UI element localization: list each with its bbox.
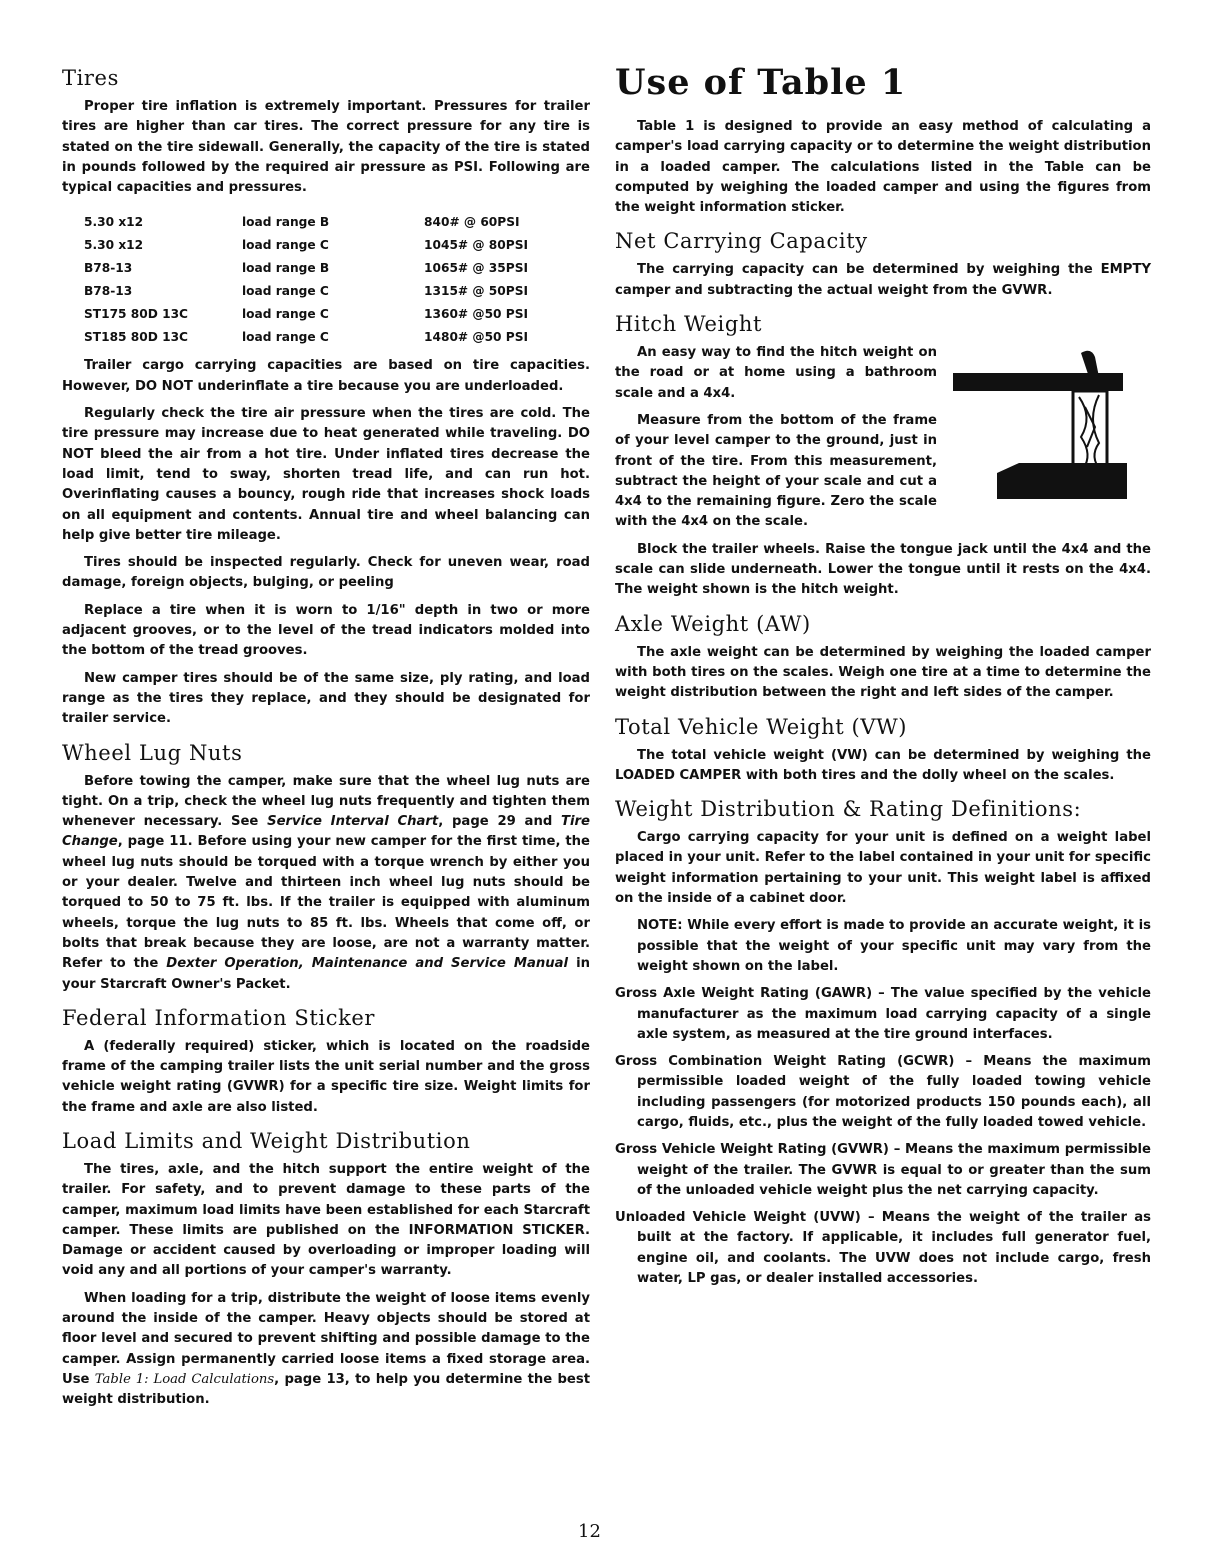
tires-heading: Tires <box>62 66 119 90</box>
dexter-manual-ref: Dexter Operation, Maintenance and Service Manual <box>166 956 569 972</box>
hitch-paragraph-3: Block the trailer wheels. Raise the tongue jack until the 4x4 and the scale can slide underneath. Lower the tongue until it rests on the 4x4. The weight shown is the hitch weight. <box>615 541 1151 598</box>
net-capacity-heading: Net Carrying Capacity <box>615 229 868 254</box>
table-row: 5.30 x12 load range C 1045# @ 80PSI <box>84 237 529 252</box>
tires-replace-paragraph: Replace a tire when it is worn to 1/16" depth in two or more adjacent grooves, or to the level of the tread indicators molded into the bottom of the tread grooves. <box>62 602 590 659</box>
hitch-weight-section <box>615 343 1151 533</box>
definitions-heading: Weight Distribution & Rating Definitions: <box>615 797 1082 822</box>
definitions-note: NOTE: While every effort is made to provide an accurate weight, it is possible that the weight of your specific unit may vary from the weight shown on the label. <box>637 918 1151 974</box>
axle-weight-heading: Axle Weight (AW) <box>615 611 811 636</box>
hitch-paragraph-1: An easy way to find the hitch weight on the road or at home using a bathroom scale and a 4x4. <box>615 345 937 401</box>
axle-weight-paragraph: The axle weight can be determined by weighing the loaded camper with both tires on the scales. Weigh one tire at a time to determine the weight distribution between the right and left sides of the camper. <box>615 644 1151 701</box>
table-row: 5.30 x12 load range B 840# @ 60PSI <box>84 214 520 229</box>
hitch-paragraph-2: Measure from the bottom of the frame of your level camper to the ground, just in front of the tire. From this measurement, subtract the height of your scale and cut a 4x4 to the remaining figure. Zero the scale with the 4x4 on the scale. <box>615 412 937 530</box>
lug-nuts-heading: Wheel Lug Nuts <box>62 740 243 765</box>
table-row: B78-13 load range C 1315# @ 50PSI <box>84 283 529 298</box>
uvw-definition: Unloaded Vehicle Weight (UVW) – Means the weight of the trailer as built at the factory. If applicable, it includes full generator fuel, engine oil, and coolants. The UVW does not include cargo, fresh water, LP gas, or dealer installed accessories. <box>615 1210 1151 1287</box>
page-number: 12 <box>578 1521 601 1542</box>
tires-check-paragraph: Regularly check the tire air pressure when the tires are cold. The tire pressure may increase due to heat generated while traveling. DO NOT bleed the air from a hot tire. Under inflated tires decrease the load limit, tend to sway, shorten tread life, and can run hot. Overinflating causes a bouncy, rough ride that increases shock loads on all equipment and contents. Annual tire and wheel balancing can help give better tire mileage. <box>62 406 590 543</box>
service-interval-chart-ref: Service Interval Chart <box>267 814 439 830</box>
load-limits-heading: Load Limits and Weight Distribution <box>62 1128 471 1153</box>
loading-trip-paragraph: When loading for a trip, distribute the weight of loose items evenly around the inside of the camper. Heavy objects should be stored at floor level and secured to prevent shifting and possible damage to the camper. Assign permanently carried loose items a fixed storage area. Use Table 1: Load Calculations, page 13, to help you determine the best weight distribution. <box>62 1290 591 1408</box>
left-column <box>62 55 590 1418</box>
table-intro-paragraph: Table 1 is designed to provide an easy method of calculating a camper's load carrying capacity or to determine the weight distribution in a loaded camper. The calculations listed in the Table can be computed by weighing the loaded camper and using the figures from the weight information sticker. <box>615 119 1151 216</box>
tires-cargo-paragraph: Trailer cargo carrying capacities are based on tire capacities. However, DO NOT underinflate a tire because you are underloaded. <box>62 358 590 394</box>
hitch-text-block <box>615 343 937 533</box>
tire-capacity-table <box>84 210 528 348</box>
federal-sticker-heading: Federal Information Sticker <box>62 1005 376 1030</box>
federal-sticker-paragraph: A (federally required) sticker, which is located on the roadside frame of the camping trailer lists the unit serial number and the gross vehicle weight rating (GVWR) for a specific tire size. Weight limits for the frame and axle are also listed. <box>62 1038 590 1115</box>
hitch-weight-heading: Hitch Weight <box>615 312 763 337</box>
gawr-definition: Gross Axle Weight Rating (GAWR) – The value specified by the vehicle manufacturer as the maximum load carrying capacity of a single axle system, as measured at the tire ground interfaces. <box>615 986 1151 1042</box>
tires-inspect-paragraph: Tires should be inspected regularly. Check for uneven wear, road damage, foreign objects, bulging, or peeling <box>62 555 590 591</box>
total-weight-heading: Total Vehicle Weight (VW) <box>615 714 908 739</box>
net-capacity-paragraph: The carrying capacity can be determined by weighing the EMPTY camper and subtracting the actual weight from the GVWR. <box>615 262 1151 298</box>
definitions-intro: Cargo carrying capacity for your unit is defined on a weight label placed in your unit. Refer to the label contained in your unit for specific weight information pertaining to your unit. This weight label is affixed on the inside of a cabinet door. <box>615 830 1151 907</box>
table-row: B78-13 load range B 1065# @ 35PSI <box>84 260 529 275</box>
lug-nuts-paragraph: Before towing the camper, make sure that the wheel lug nuts are tight. On a trip, check the wheel lug nuts frequently and tighten them whenever necessary. See Service Interval Chart, page 29 and Tire Change, page 11. Before using your new camper for the first time, the wheel lug nuts should be torqued with a torque wrench by either you or your dealer. Twelve and thirteen inch wheel lug nuts should be torqued to 50 to 75 ft. lbs. If the trailer is equipped with aluminum wheels, torque the lug nuts to 85 ft. lbs. Wheels that come off, or bolts that break because they are loose, are not a warranty matter. Refer to the Dexter Operation, Maintenance and Service Manual in your Starcraft Owner's Packet. <box>62 773 590 992</box>
page-title: Use of Table 1 <box>615 62 907 103</box>
table-1-ref: Table 1: Load Calculations <box>94 1371 275 1387</box>
tire-change-ref: Tire Change <box>62 814 590 850</box>
right-column <box>615 55 1151 1296</box>
gcwr-definition: Gross Combination Weight Rating (GCWR) – Means the maximum permissible loaded weight of the fully loaded towing vehicle including passengers (for motorized products 150 pounds each), all cargo, fluids, etc., plus the weight of the fully loaded towed vehicle. <box>615 1054 1151 1130</box>
table-row: ST185 80D 13C load range C 1480# @50 PSI <box>84 329 529 344</box>
total-weight-paragraph: The total vehicle weight (VW) can be determined by weighing the LOADED CAMPER with both tires and the dolly wheel on the scales. <box>615 747 1151 783</box>
tires-new-paragraph: New camper tires should be of the same size, ply rating, and load range as the tires they replace, and they should be designated for trailer service. <box>62 670 590 727</box>
load-limits-paragraph: The tires, axle, and the hitch support the entire weight of the trailer. For safety, and to prevent damage to these parts of the camper, maximum load limits have been established for each Starcraft camper. These limits are published on the INFORMATION STICKER. Damage or accident caused by overloading or improper loading will void any and all portions of your camper's warranty. <box>62 1161 590 1279</box>
table-row: ST175 80D 13C load range C 1360# @50 PSI <box>84 306 529 321</box>
gvwr-definition: Gross Vehicle Weight Rating (GVWR) – Means the maximum permissible weight of the trailer. The GVWR is equal to or greater than the sum of the unloaded vehicle weight plus the net carrying capacity. <box>615 1142 1152 1198</box>
hitch-scale-illustration <box>953 347 1153 507</box>
tires-intro: Proper tire inflation is extremely important. Pressures for trailer tires are higher than car tires. The correct pressure for any tire is stated on the tire sidewall. Generally, the capacity of the tire is stated in pounds followed by the required air pressure as PSI. Following are typical capacities and pressures. <box>62 99 590 196</box>
